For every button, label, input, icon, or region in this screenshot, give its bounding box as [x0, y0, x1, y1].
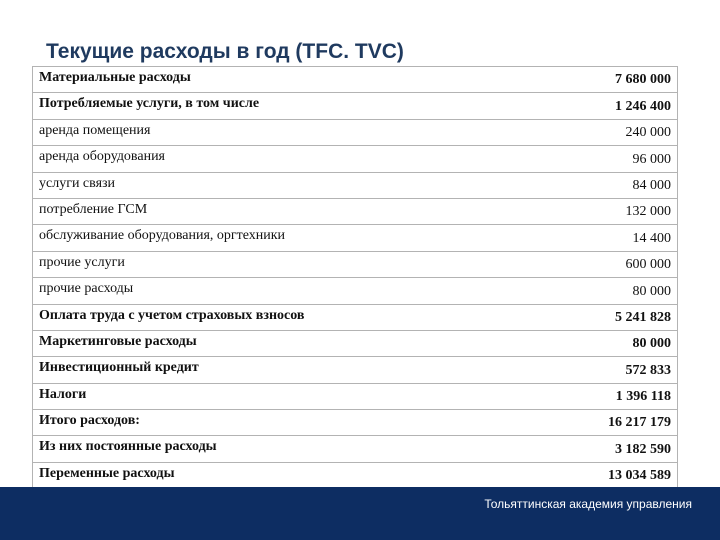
page-title: Текущие расходы в год (TFC. TVC)	[46, 40, 404, 63]
table-row	[33, 304, 678, 330]
row-value: 13 034 589	[528, 462, 678, 488]
table-row	[33, 330, 678, 356]
table-row	[33, 357, 678, 383]
row-value: 600 000	[528, 251, 678, 277]
row-label: Инвестиционный кредит	[33, 357, 528, 383]
row-label: Оплата труда с учетом страховых взносов	[33, 304, 528, 330]
row-label: аренда оборудования	[33, 146, 528, 172]
table-row	[33, 225, 678, 251]
row-value: 80 000	[528, 278, 678, 304]
row-value: 80 000	[528, 330, 678, 356]
table-row	[33, 172, 678, 198]
footer-text: Тольяттинская академия управления	[484, 497, 692, 511]
table-row	[33, 383, 678, 409]
row-value: 3 182 590	[528, 436, 678, 462]
row-value: 240 000	[528, 119, 678, 145]
row-value: 572 833	[528, 357, 678, 383]
row-value: 84 000	[528, 172, 678, 198]
table-row	[33, 67, 678, 93]
table-row	[33, 436, 678, 462]
row-value: 1 396 118	[528, 383, 678, 409]
cost-table	[32, 66, 678, 489]
cost-table-body	[33, 67, 678, 489]
row-label: аренда помещения	[33, 119, 528, 145]
row-value: 96 000	[528, 146, 678, 172]
row-value: 16 217 179	[528, 410, 678, 436]
table-row	[33, 251, 678, 277]
row-label: прочие расходы	[33, 278, 528, 304]
row-value: 7 680 000	[528, 67, 678, 93]
row-label: потребление ГСМ	[33, 198, 528, 224]
row-label: Потребляемые услуги, в том числе	[33, 93, 528, 119]
row-label: Маркетинговые расходы	[33, 330, 528, 356]
row-value: 1 246 400	[528, 93, 678, 119]
row-label: услуги связи	[33, 172, 528, 198]
row-label: прочие услуги	[33, 251, 528, 277]
row-label: Материальные расходы	[33, 67, 528, 93]
row-value: 5 241 828	[528, 304, 678, 330]
table-row	[33, 146, 678, 172]
table-row	[33, 278, 678, 304]
row-label: Переменные расходы	[33, 462, 528, 488]
footer-bar	[0, 487, 720, 540]
table-row	[33, 93, 678, 119]
row-label: Из них постоянные расходы	[33, 436, 528, 462]
table-row	[33, 119, 678, 145]
row-value: 14 400	[528, 225, 678, 251]
table-row	[33, 410, 678, 436]
row-value: 132 000	[528, 198, 678, 224]
row-label: Итого расходов:	[33, 410, 528, 436]
row-label: обслуживание оборудования, оргтехники	[33, 225, 528, 251]
row-label: Налоги	[33, 383, 528, 409]
table-row	[33, 462, 678, 488]
table-row	[33, 198, 678, 224]
